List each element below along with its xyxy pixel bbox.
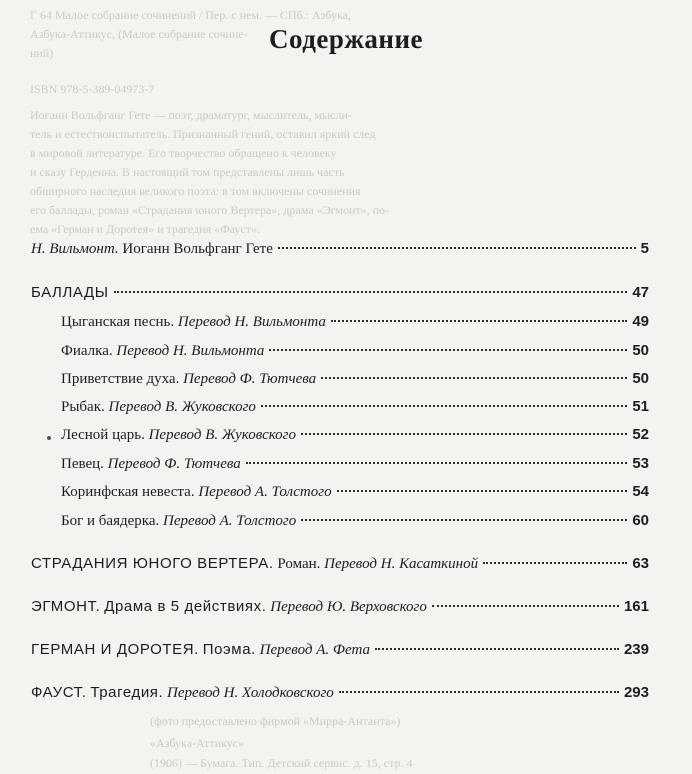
bleed-through-line: Азбука-Аттикус, (Малое собрание сочине- bbox=[30, 27, 248, 41]
bleed-through-line: (1906) — Бумага. Тип. Детский сервис. д. 15, стр. 4 bbox=[150, 756, 413, 770]
dot-leader bbox=[375, 648, 619, 650]
toc-section-title: БАЛЛАДЫ bbox=[31, 284, 109, 301]
toc-entry-title: Бог и баядерка. bbox=[61, 513, 160, 529]
bleed-through-line: обширного наследия великого поэта: в том включены сочинения bbox=[30, 184, 361, 198]
dot-leader bbox=[483, 562, 627, 564]
bleed-through-line: ема «Герман и Доротея» и трагедия «Фауст». bbox=[30, 222, 261, 236]
dot-leader bbox=[301, 519, 627, 521]
toc-entry-translator: Перевод Н. Вильмонта bbox=[177, 314, 326, 330]
toc-entry-title: Рыбак. bbox=[61, 399, 105, 415]
toc-subentry[interactable] bbox=[61, 370, 649, 392]
toc-entry-title: Фиалка. bbox=[61, 343, 113, 359]
toc-subentry[interactable] bbox=[61, 313, 649, 335]
bleed-through-line: ISBN 978-5-389-04973-7 bbox=[30, 82, 155, 96]
toc-entry-page: 50 bbox=[632, 342, 649, 359]
dot-leader bbox=[331, 320, 627, 322]
bleed-through-line: его баллады, роман «Страдания юного Вертера», драма «Эгмонт», по- bbox=[30, 203, 390, 217]
toc-entry-translator: Перевод Ю. Верховского bbox=[270, 599, 427, 615]
toc-entry-page: 293 bbox=[623, 684, 649, 701]
toc-entry-translator: Перевод А. Фета bbox=[259, 642, 370, 658]
bullet-dot bbox=[47, 436, 51, 440]
toc-entry-translator: Перевод Н. Касаткиной bbox=[324, 556, 479, 572]
toc-entry-translator: Перевод Н. Вильмонта bbox=[116, 343, 265, 359]
toc-entry-label bbox=[61, 343, 264, 360]
dot-leader bbox=[337, 490, 628, 492]
toc-entry-page: 47 bbox=[632, 284, 649, 301]
toc-entry-label bbox=[31, 598, 427, 616]
toc-entry-page: 161 bbox=[623, 598, 649, 615]
dot-leader bbox=[339, 691, 619, 693]
bleed-through-line: Иоганн Вольфганг Гете — поэт, драматург, мыслитель, мысли- bbox=[30, 108, 352, 122]
toc-entry-page: 49 bbox=[632, 313, 649, 330]
toc-entry-page: 5 bbox=[640, 240, 649, 257]
toc-subentry[interactable] bbox=[61, 426, 649, 448]
toc-section[interactable] bbox=[31, 684, 649, 706]
toc-entry-label bbox=[61, 484, 332, 501]
toc-section-title: ГЕРМАН И ДОРОТЕЯ. bbox=[31, 641, 199, 658]
page-title: Содержание bbox=[268, 24, 424, 54]
toc-entry-label bbox=[61, 314, 326, 331]
dot-leader bbox=[269, 349, 627, 351]
bleed-through-line: в мировой литературе. Его творчество обращено к человеку bbox=[30, 146, 337, 160]
toc-entry-translator: Перевод Ф. Тютчева bbox=[107, 456, 241, 472]
dot-leader bbox=[301, 433, 627, 435]
toc-section[interactable] bbox=[31, 555, 649, 577]
toc-section-title: ФАУСТ. bbox=[31, 684, 87, 701]
toc-entry-label bbox=[31, 641, 370, 659]
toc-entry-genre: Поэма. bbox=[202, 641, 256, 658]
toc-entry-page: 51 bbox=[632, 398, 649, 415]
toc-entry-page: 53 bbox=[632, 455, 649, 472]
toc-section-title: СТРАДАНИЯ ЮНОГО ВЕРТЕРА. bbox=[31, 555, 274, 572]
toc-entry-page: 239 bbox=[623, 641, 649, 658]
dot-leader bbox=[261, 405, 627, 407]
toc-entry-label bbox=[61, 371, 316, 388]
toc-section[interactable] bbox=[31, 598, 649, 620]
toc-entry-translator: Перевод А. Толстого bbox=[163, 513, 297, 529]
toc-entry-page: 60 bbox=[632, 512, 649, 529]
toc-section-title: ЭГМОНТ. bbox=[31, 598, 101, 615]
toc-entry-page: 52 bbox=[632, 426, 649, 443]
toc-subentry[interactable] bbox=[61, 455, 649, 477]
dot-leader bbox=[432, 605, 619, 607]
toc-entry-title: Иоганн Вольфганг Гете bbox=[122, 241, 273, 257]
dot-leader bbox=[246, 462, 628, 464]
toc-entry-translator: Перевод А. Толстого bbox=[198, 484, 332, 500]
toc-entry-label bbox=[61, 399, 256, 416]
toc-entry-page: 63 bbox=[632, 555, 649, 572]
toc-entry-genre: Трагедия. bbox=[90, 684, 164, 701]
toc-entry-title: Коринфская невеста. bbox=[61, 484, 195, 500]
toc-entry-label bbox=[61, 427, 296, 444]
toc-entry-title: Лесной царь. bbox=[61, 427, 145, 443]
dot-leader bbox=[114, 291, 628, 293]
toc-entry-author: Н. Вильмонт. bbox=[31, 241, 119, 257]
toc-entry-title: Певец. bbox=[61, 456, 104, 472]
toc-entry-genre: Роман. bbox=[277, 556, 321, 572]
toc-entry-title: Цыганская песнь. bbox=[61, 314, 175, 330]
toc-entry-title: Приветствие духа. bbox=[61, 371, 180, 387]
toc-entry-label bbox=[31, 555, 478, 573]
toc-entry-label bbox=[61, 513, 296, 530]
toc-subentry[interactable] bbox=[61, 483, 649, 505]
toc-entry-translator: Перевод В. Жуковского bbox=[108, 399, 256, 415]
toc-entry-translator: Перевод Н. Холодковского bbox=[167, 685, 334, 701]
toc-subentry[interactable] bbox=[61, 342, 649, 364]
dot-leader bbox=[321, 377, 627, 379]
toc-subentry[interactable] bbox=[61, 512, 649, 534]
toc-entry-page: 54 bbox=[632, 483, 649, 500]
toc-entry[interactable] bbox=[31, 240, 649, 262]
toc-subentry[interactable] bbox=[61, 398, 649, 420]
dot-leader bbox=[278, 247, 636, 249]
bleed-through-line: тель и естествоиспытатель. Признанный гений, оставил яркий след bbox=[30, 127, 376, 141]
toc-entry-genre: Драма в 5 действиях. bbox=[104, 598, 267, 615]
toc-entry-translator: Перевод Ф. Тютчева bbox=[183, 371, 317, 387]
toc-section[interactable] bbox=[31, 641, 649, 663]
toc-entry-page: 50 bbox=[632, 370, 649, 387]
toc-entry-translator: Перевод В. Жуковского bbox=[148, 427, 297, 443]
bleed-through-line: Г 64 Малое собрание сочинений / Пер. с нем. — СПб.: Азбука, bbox=[30, 8, 352, 22]
bleed-through-line: (фото предоставлено фирмой «Мирра-Антанта») bbox=[150, 714, 401, 728]
toc-entry-label bbox=[31, 684, 334, 702]
bleed-through-line: «Азбука-Аттикус» bbox=[150, 736, 244, 750]
toc-section[interactable] bbox=[31, 284, 649, 306]
toc-entry-label bbox=[31, 241, 273, 258]
toc-entry-label bbox=[61, 456, 241, 473]
bleed-through-line: ний) bbox=[30, 46, 54, 60]
bleed-through-line: и сказу Гердеина. В настоящий том представлены лишь часть bbox=[30, 165, 345, 179]
